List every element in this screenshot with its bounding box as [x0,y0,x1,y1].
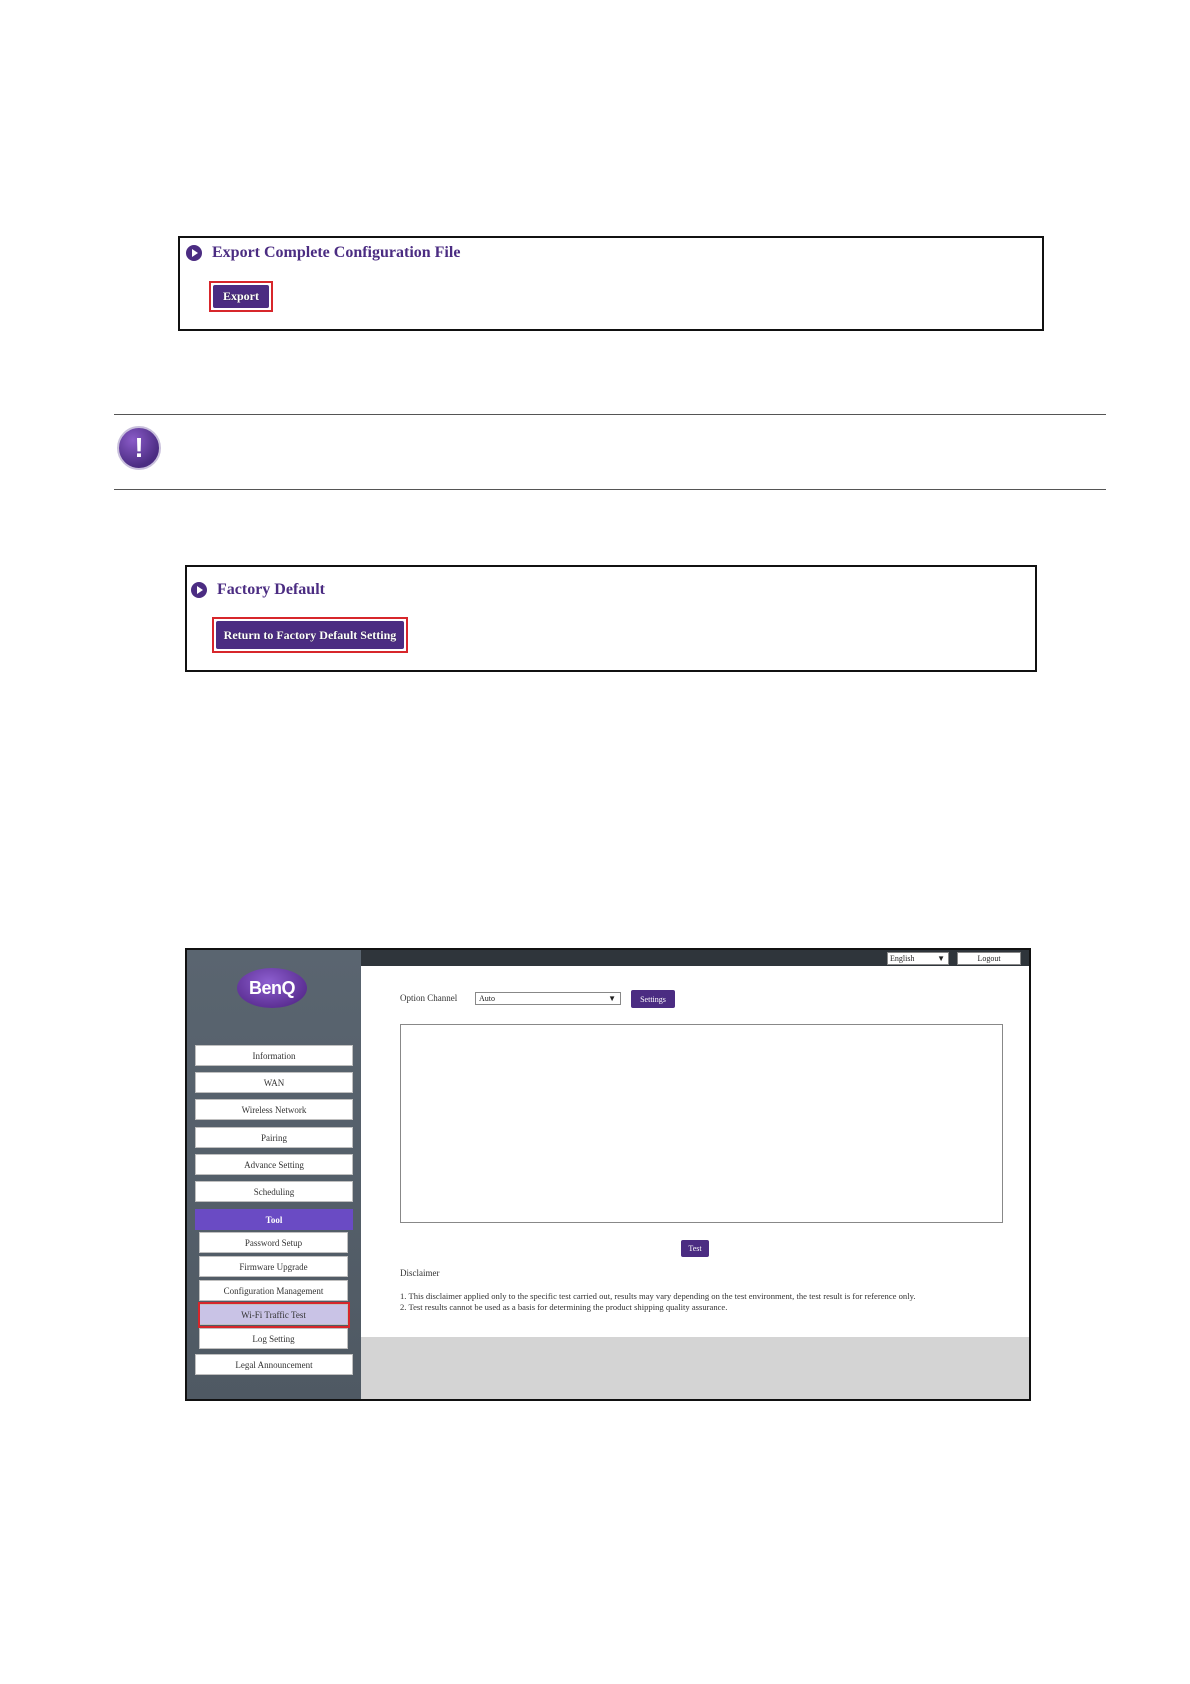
note-top-rule [114,414,1106,415]
factory-default-panel [185,565,1037,672]
disclaimer-title: Disclaimer [400,1268,440,1278]
option-channel-select[interactable] [475,992,621,1005]
dropdown-arrow-icon: ▼ [937,954,945,963]
export-config-panel [178,236,1044,331]
return-factory-default-button[interactable]: Return to Factory Default Setting [216,621,404,649]
sidebar [187,950,361,1399]
logout-button[interactable]: Logout [957,952,1021,965]
benq-logo: BenQ [237,968,307,1008]
test-button[interactable]: Test [681,1240,709,1257]
test-output-area[interactable] [400,1024,1003,1223]
router-ui-screenshot [185,948,1031,1401]
export-button[interactable]: Export [213,285,269,308]
language-value: English [890,954,915,963]
sidebar-item-advance-setting[interactable]: Advance Setting [195,1154,353,1175]
wifi-traffic-test-highlight [198,1302,350,1328]
language-select[interactable] [887,952,949,965]
factory-default-header [191,581,325,599]
sidebar-item-wireless-network[interactable]: Wireless Network [195,1099,353,1120]
sidebar-item-legal-announcement[interactable]: Legal Announcement [195,1354,353,1375]
sidebar-subitem-firmware-upgrade[interactable]: Firmware Upgrade [199,1256,348,1277]
option-channel-label: Option Channel [400,993,458,1003]
sidebar-subitem-configuration-management[interactable]: Configuration Management [199,1280,348,1301]
disclaimer-line-1: 1. This disclaimer applied only to the specific test carried out, results may vary depending on the test environment, the test result is for reference only. [400,1291,916,1301]
footer-grey-area [361,1337,1031,1399]
play-bullet-icon [186,245,202,261]
sidebar-item-information[interactable]: Information [195,1045,353,1066]
sidebar-item-scheduling[interactable]: Scheduling [195,1181,353,1202]
sidebar-subitem-password-setup[interactable]: Password Setup [199,1232,348,1253]
disclaimer-line-2: 2. Test results cannot be used as a basis for determining the product shipping quality assurance. [400,1302,728,1312]
export-config-header [186,244,460,262]
sidebar-subitem-wifi-traffic-test[interactable]: Wi-Fi Traffic Test [199,1304,348,1325]
sidebar-item-tool[interactable]: Tool [195,1209,353,1230]
settings-button[interactable]: Settings [631,990,675,1008]
factory-default-title: Factory Default [217,581,325,598]
sidebar-item-wan[interactable]: WAN [195,1072,353,1093]
note-bottom-rule [114,489,1106,490]
sidebar-subitem-log-setting[interactable]: Log Setting [199,1328,348,1349]
sidebar-item-pairing[interactable]: Pairing [195,1127,353,1148]
exclamation-icon: ! [117,426,161,470]
option-channel-value: Auto [479,994,495,1003]
play-bullet-icon [191,582,207,598]
export-config-title: Export Complete Configuration File [212,244,461,261]
dropdown-arrow-icon: ▼ [608,994,616,1003]
